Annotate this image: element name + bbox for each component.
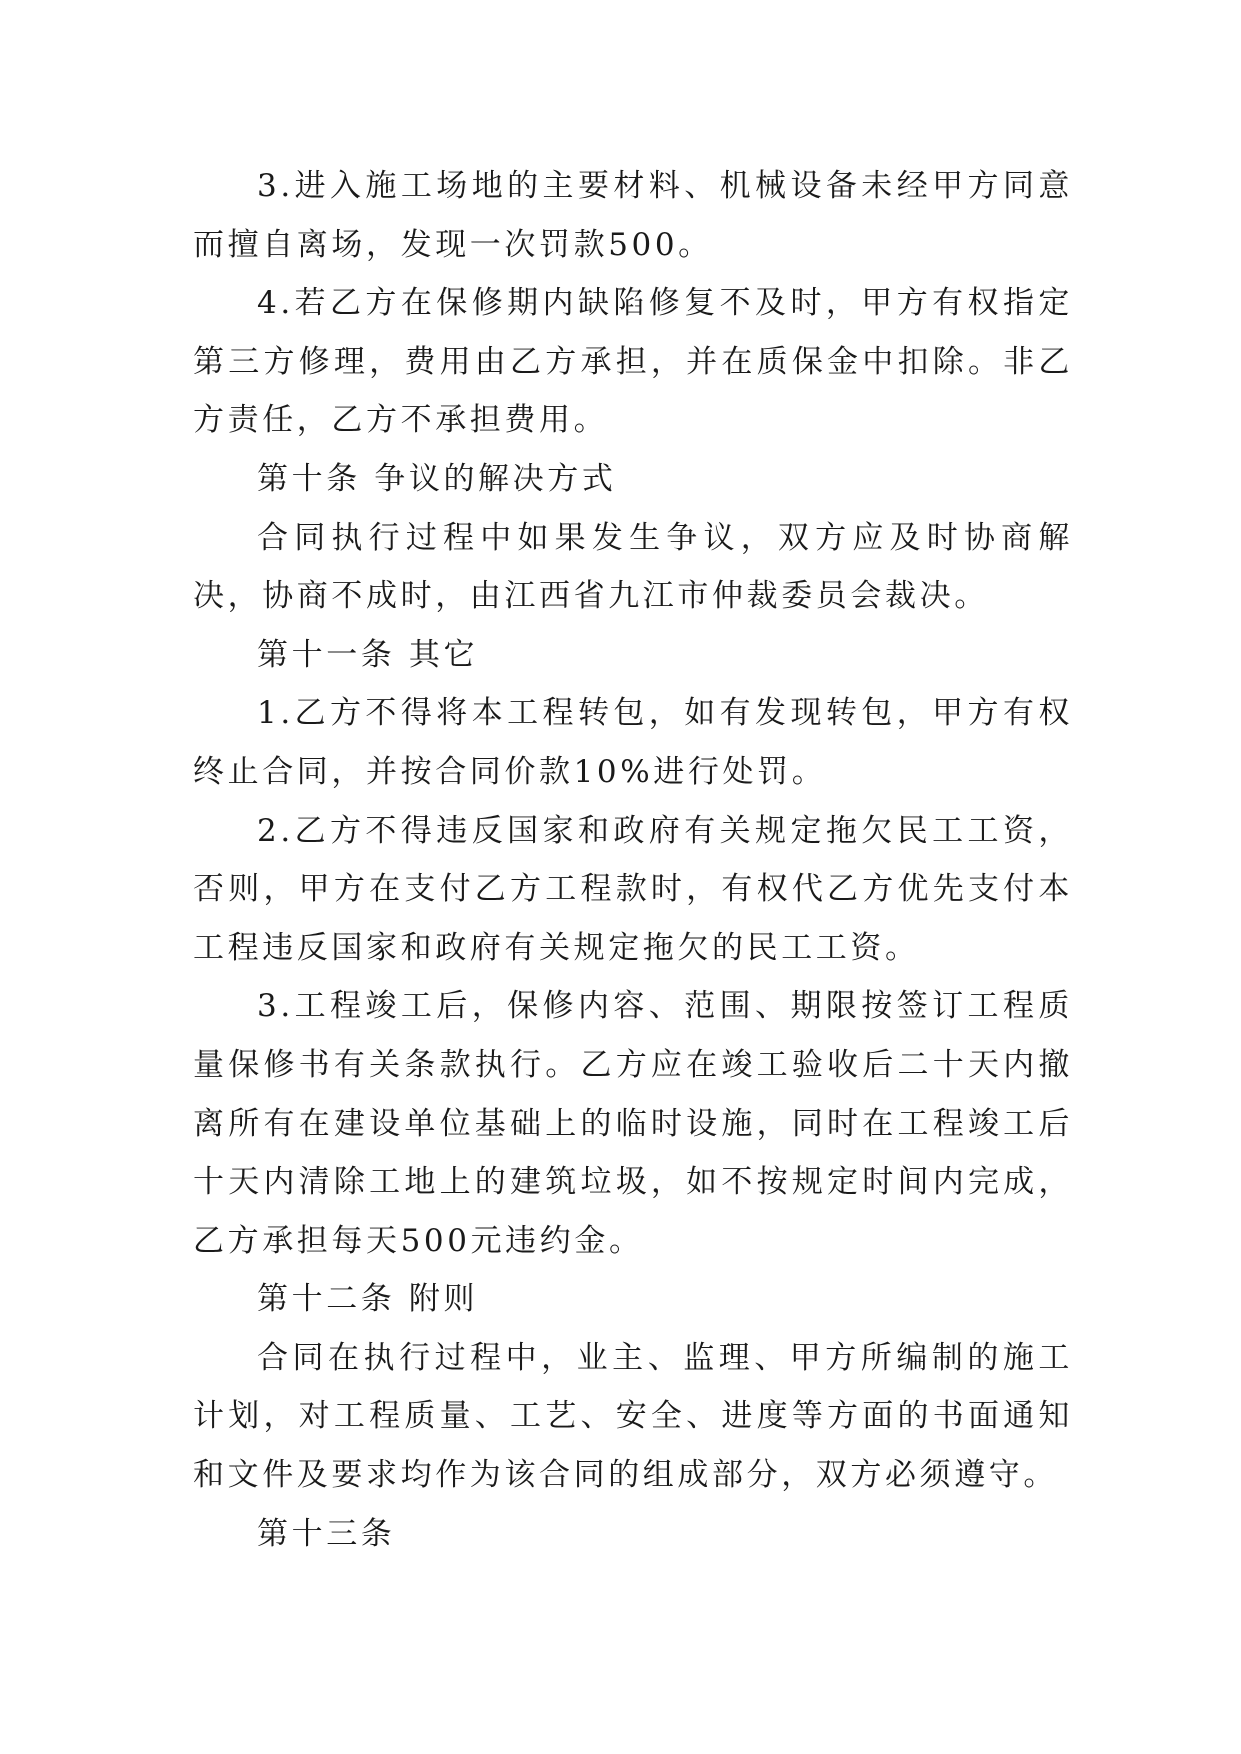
- clause-item-4-warranty-repair: 4.若乙方在保修期内缺陷修复不及时，甲方有权指定第三方修理，费用由乙方承担，并在质保金中扣除。非乙方责任，乙方不承担费用。: [193, 285, 1073, 439]
- article-11-heading: 第十一条 其它: [257, 636, 479, 673]
- article-13-heading: 第十三条: [257, 1515, 396, 1552]
- article-11-item-1: 1.乙方不得将本工程转包，如有发现转包，甲方有权终止合同，并按合同价款10%进行处罚。: [193, 695, 1073, 790]
- clause-item-3-equipment-removal: 3.进入施工场地的主要材料、机械设备未经甲方同意而擅自离场，发现一次罚款500。: [193, 168, 1073, 263]
- article-12-heading: 第十二条 附则: [257, 1281, 479, 1318]
- document-body: [193, 157, 1073, 1563]
- article-11-item-3: 3.工程竣工后，保修内容、范围、期限按签订工程质量保修书有关条款执行。乙方应在竣工验收后二十天内撤离所有在建设单位基础上的临时设施，同时在工程竣工后十天内清除工地上的建筑垃圾，如不按规定时间内完成，乙方承担每天500元违约金。: [193, 988, 1073, 1259]
- article-10-heading: 第十条 争议的解决方式: [257, 460, 617, 497]
- article-12-body: 合同在执行过程中，业主、监理、甲方所编制的施工计划，对工程质量、工艺、安全、进度等方面的书面通知和文件及要求均作为该合同的组成部分，双方必须遵守。: [193, 1339, 1073, 1494]
- article-10-body: 合同执行过程中如果发生争议，双方应及时协商解决，协商不成时，由江西省九江市仲裁委员会裁决。: [193, 519, 1073, 615]
- article-11-item-2: 2.乙方不得违反国家和政府有关规定拖欠民工工资，否则，甲方在支付乙方工程款时，有权代乙方优先支付本工程违反国家和政府有关规定拖欠的民工工资。: [193, 812, 1073, 966]
